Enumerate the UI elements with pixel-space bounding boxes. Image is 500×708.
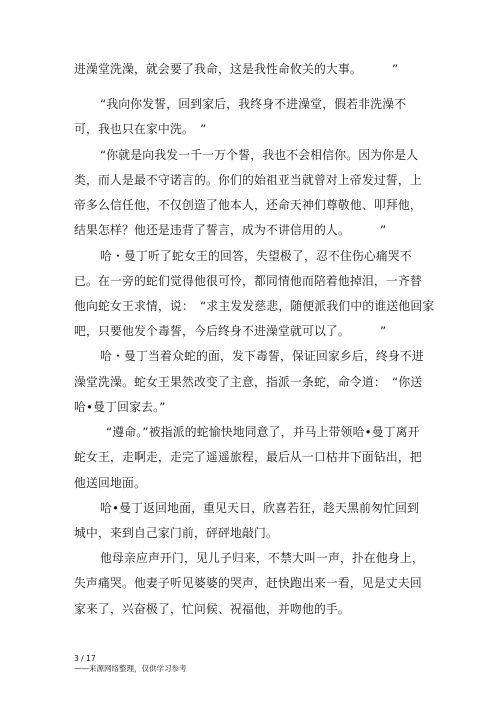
text-line: 已。在一旁的蛇们觉得他很可怜，都同情他而陪着他掉泪，一齐替 (74, 274, 422, 288)
text-line: 城中，来到自己家门前，砰砰地敲门。 (74, 526, 278, 540)
text-line: 可，我也只在家中洗。 ” (74, 122, 207, 136)
text-line: 澡堂洗澡。蛇女王果然改变了主意，指派一条蛇，命令道： “你送 (74, 375, 423, 389)
text-line: 哈・曼丁当着众蛇的面，发下毒誓，保证回家乡后，终身不进 (100, 349, 424, 363)
text-line: “我向你发誓，回到家后，我终身不进澡堂，假若非洗澡不 (100, 97, 407, 111)
text-line: 哈・曼丁听了蛇女王的回答，失望极了，忍不住伤心痛哭不 (100, 249, 412, 263)
text-line: “遵命。”被指派的蛇愉快地同意了，并马上带领哈•曼丁离开 (106, 425, 420, 439)
text-line: 帝多么信任他，不仅创造了他本人，还命天神们尊敬他、叩拜他， (74, 198, 422, 212)
text-line: 蛇女王，走啊走，走完了遥遥旅程，最后从一口枯井下面钻出，把 (74, 450, 422, 464)
text-line: 哈•曼丁回家去。” (74, 400, 166, 414)
text-line: 结果怎样？他还是违背了誓言，成为不讲信用的人。 ” (74, 223, 387, 237)
text-line: 他母亲应声开门，见儿子归来，不禁大叫一声，扑在他身上， (100, 551, 424, 565)
text-line: 他送回地面。 (74, 476, 146, 490)
text-line: 进澡堂洗澡，就会要了我命，这是我性命攸关的大事。 ” (74, 62, 399, 76)
text-line: 吧，只要他发个毒誓，今后终身不进澡堂就可以了。 ” (74, 324, 387, 338)
text-line: 失声痛哭。他妻子听见婆婆的哭声，赶快跑出来一看，见是丈夫回 (74, 576, 422, 590)
text-line: “你就是向我发一千一万个誓，我也不会相信你。因为你是人 (100, 148, 419, 162)
source-note: ——来源网络整理，仅供学习参考 (74, 664, 187, 673)
text-line: 他向蛇女王求情，说： “求主发发慈悲，随便派我们中的谁送他回家 (74, 299, 435, 313)
page-number: 3 / 17 (74, 654, 96, 663)
text-line: 类，而人是最不守诺言的。你们的始祖亚当就曾对上帝发过誓，上 (74, 173, 422, 187)
text-line: 家来了，兴奋极了，忙问候、祝福他，并吻他的手。 (74, 602, 350, 616)
text-line: 哈•曼丁返回地面，重见天日，欣喜若狂，趁天黑前匆忙回到 (100, 501, 420, 515)
